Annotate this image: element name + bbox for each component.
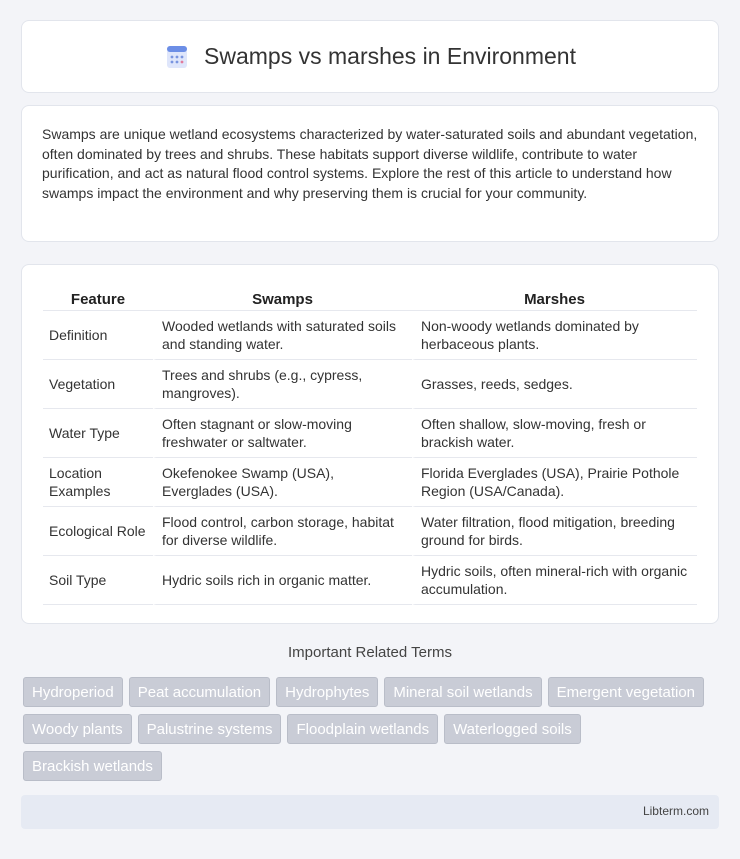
feature-cell: Ecological Role bbox=[43, 507, 153, 556]
intro-paragraph: Swamps are unique wetland ecosystems characterized by water-saturated soils and abundant vegetation, often dominated by trees and shrubs. These habitats support diverse wildlife, contribute to water purification, and act as natural flood control systems. Explore the rest of this article to understand how swamps impact the environment and why preserving them is crucial for your community. bbox=[42, 126, 698, 201]
marshes-cell: Hydric soils, often mineral-rich with organic accumulation. bbox=[412, 556, 697, 605]
related-term-tag[interactable]: Hydrophytes bbox=[276, 677, 378, 707]
header-card bbox=[21, 20, 719, 93]
feature-cell: Vegetation bbox=[43, 360, 153, 409]
comparison-card bbox=[21, 264, 719, 624]
marshes-cell: Non-woody wetlands dominated by herbaceous plants. bbox=[412, 311, 697, 360]
related-term-tag[interactable]: Waterlogged soils bbox=[444, 714, 581, 744]
feature-cell: Definition bbox=[43, 311, 153, 360]
intro-card bbox=[21, 105, 719, 242]
table-row bbox=[43, 507, 697, 556]
feature-cell: Water Type bbox=[43, 409, 153, 458]
header bbox=[164, 43, 576, 70]
related-term-tag[interactable]: Woody plants bbox=[23, 714, 132, 744]
related-term-tag[interactable]: Hydroperiod bbox=[23, 677, 123, 707]
related-term-tag[interactable]: Floodplain wetlands bbox=[287, 714, 438, 744]
related-term-tag[interactable]: Peat accumulation bbox=[129, 677, 270, 707]
related-terms-title: Important Related Terms bbox=[288, 644, 452, 661]
related-term-tag[interactable]: Emergent vegetation bbox=[548, 677, 704, 707]
table-row bbox=[43, 409, 697, 458]
swamps-cell: Wooded wetlands with saturated soils and standing water. bbox=[153, 311, 412, 360]
related-term-tag[interactable]: Mineral soil wetlands bbox=[384, 677, 541, 707]
marshes-cell: Florida Everglades (USA), Prairie Pothole Region (USA/Canada). bbox=[412, 458, 697, 507]
page-title: Swamps vs marshes in Environment bbox=[204, 43, 576, 69]
table-row bbox=[43, 311, 697, 360]
swamps-cell: Often stagnant or slow-moving freshwater or saltwater. bbox=[153, 409, 412, 458]
swamps-cell: Okefenokee Swamp (USA), Everglades (USA). bbox=[153, 458, 412, 507]
swamps-cell: Trees and shrubs (e.g., cypress, mangroves). bbox=[153, 360, 412, 409]
swamps-cell: Flood control, carbon storage, habitat for diverse wildlife. bbox=[153, 507, 412, 556]
swamps-cell: Hydric soils rich in organic matter. bbox=[153, 556, 412, 605]
marshes-cell: Grasses, reeds, sedges. bbox=[412, 360, 697, 409]
feature-cell: Soil Type bbox=[43, 556, 153, 605]
column-header-feature: Feature bbox=[43, 285, 153, 311]
related-term-tag[interactable]: Brackish wetlands bbox=[23, 751, 162, 781]
comparison-table bbox=[43, 285, 697, 605]
table-row bbox=[43, 458, 697, 507]
column-header-swamps: Swamps bbox=[153, 285, 412, 311]
marshes-cell: Water filtration, flood mitigation, breeding ground for birds. bbox=[412, 507, 697, 556]
table-header-row bbox=[43, 285, 697, 311]
column-header-marshes: Marshes bbox=[412, 285, 697, 311]
document-list-icon bbox=[164, 44, 190, 70]
related-term-tag[interactable]: Palustrine systems bbox=[138, 714, 282, 744]
table-row bbox=[43, 360, 697, 409]
footer-site-link[interactable]: Libterm.com bbox=[642, 804, 709, 818]
related-terms-list bbox=[23, 677, 723, 781]
table-row bbox=[43, 556, 697, 605]
marshes-cell: Often shallow, slow-moving, fresh or brackish water. bbox=[412, 409, 697, 458]
footer-bar bbox=[21, 795, 719, 829]
feature-cell: Location Examples bbox=[43, 458, 153, 507]
